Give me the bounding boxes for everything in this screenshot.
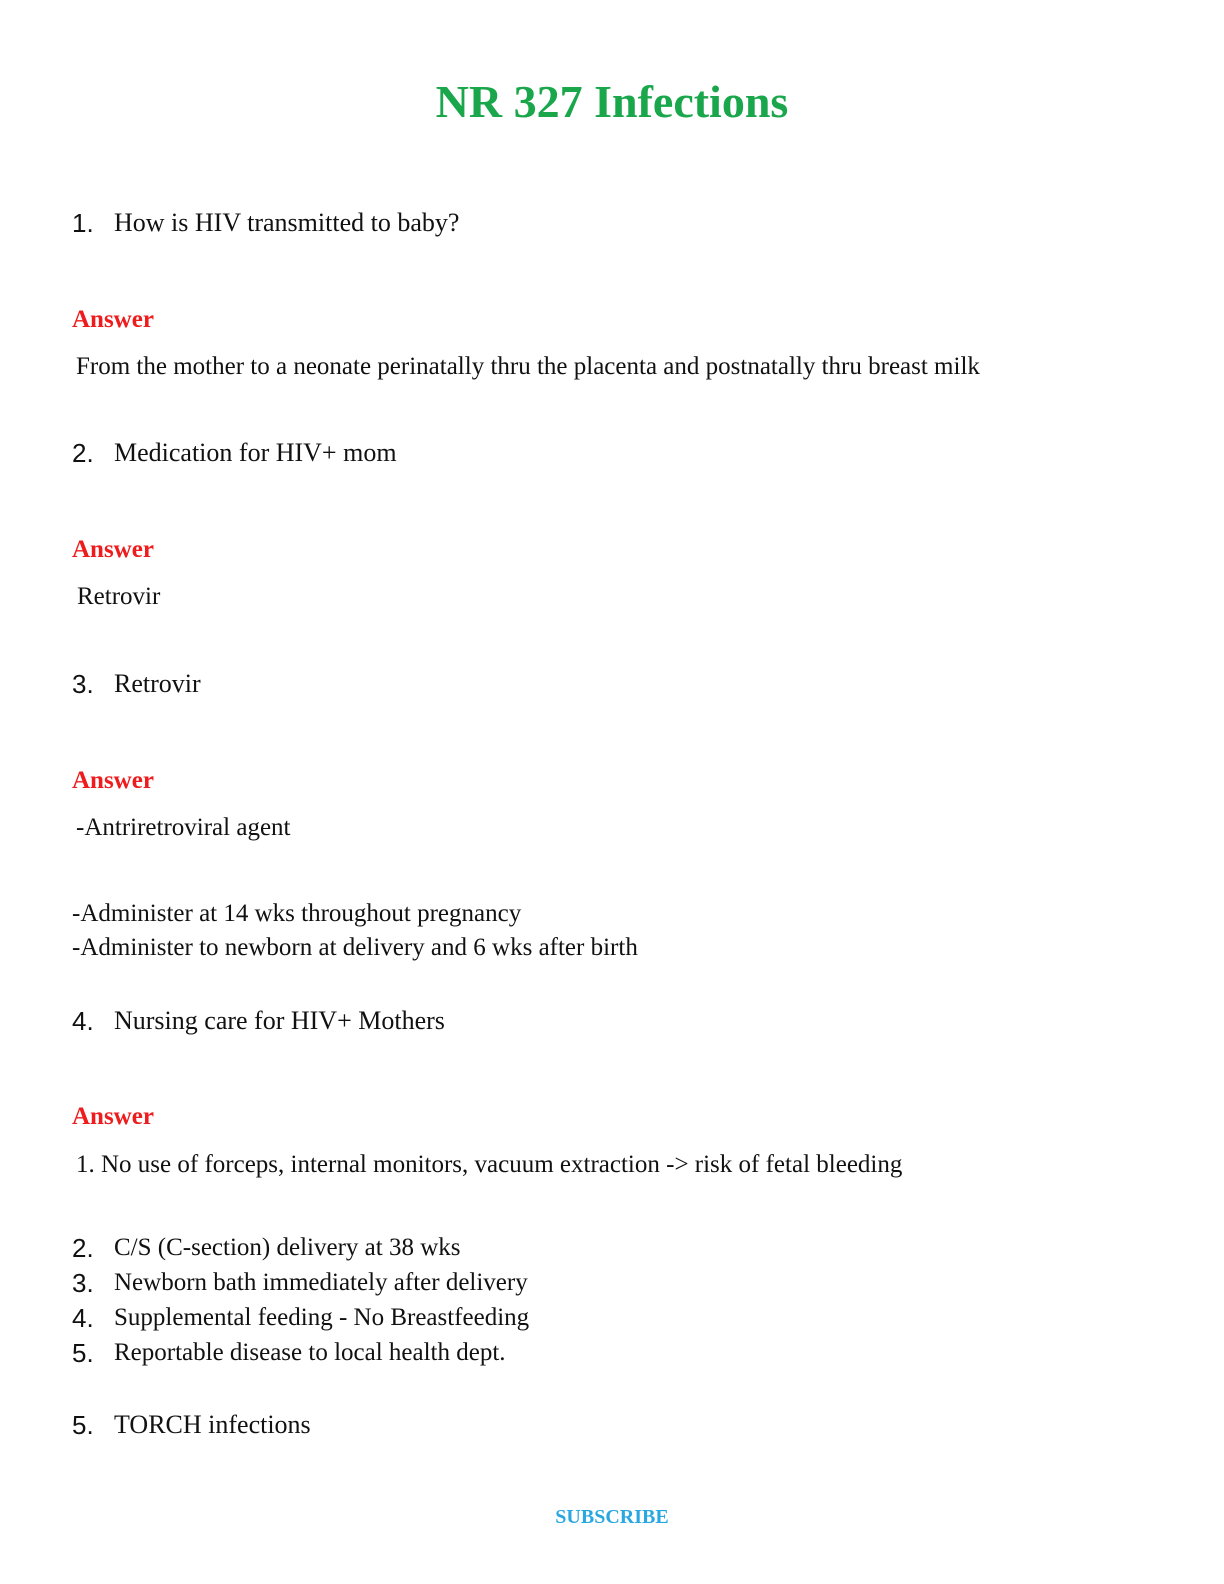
list-item-text: Reportable disease to local health dept. [114,1339,506,1366]
list-item-number: 5. [72,1338,94,1368]
list-item-text: C/S (C-section) delivery at 38 wks [114,1234,461,1261]
subscribe-link[interactable]: SUBSCRIBE [555,1506,669,1528]
answer-1-text: From the mother to a neonate perinatally thru the placenta and postnatally thru breast milk [76,353,980,380]
list-item-number: 3. [72,1268,94,1298]
question-1-number: 1. [72,208,94,238]
list-item-number: 2. [72,1233,94,1263]
question-3-text: Retrovir [114,669,201,698]
question-2-number: 2. [72,438,94,468]
question-2-text: Medication for HIV+ mom [114,438,397,467]
question-4-text: Nursing care for HIV+ Mothers [114,1006,445,1035]
answer-3-line-2: -Administer at 14 wks throughout pregnancy [72,900,522,927]
list-item-number: 4. [72,1303,94,1333]
question-5-text: TORCH infections [114,1410,311,1439]
answer-3-label: Answer [72,767,154,794]
answer-3-line-1: -Antriretroviral agent [76,814,291,841]
question-5-number: 5. [72,1410,94,1440]
answer-3-line-3: -Administer to newborn at delivery and 6 wks after birth [72,934,638,961]
answer-4-item-1: 1. No use of forceps, internal monitors, vacuum extraction -> risk of fetal bleeding [76,1151,903,1178]
answer-2-text: Retrovir [77,583,161,610]
list-item-text: Supplemental feeding - No Breastfeeding [114,1304,530,1331]
question-1-text: How is HIV transmitted to baby? [114,208,460,237]
list-item-text: Newborn bath immediately after delivery [114,1269,528,1296]
answer-4-label: Answer [72,1103,154,1130]
page-title: NR 327 Infections [435,76,789,127]
answer-2-label: Answer [72,536,154,563]
question-3-number: 3. [72,669,94,699]
answer-1-label: Answer [72,306,154,333]
question-4-number: 4. [72,1006,94,1036]
